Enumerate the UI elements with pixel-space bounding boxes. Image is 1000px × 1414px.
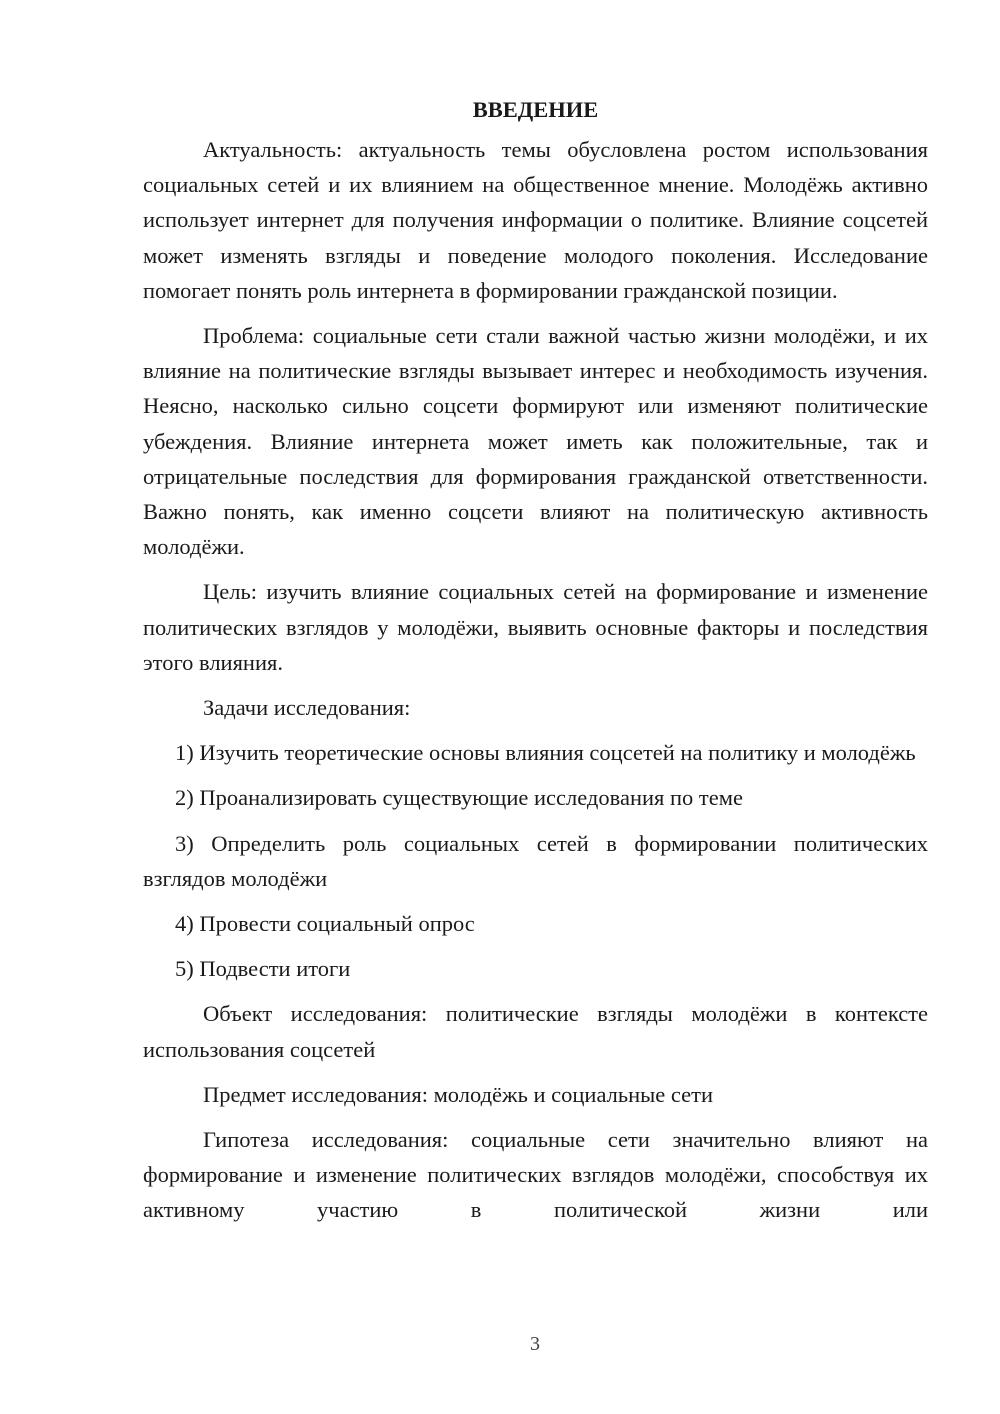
paragraph-hypothesis: Гипотеза исследования: социальные сети значительно влияют на формирование и изменение политических взглядов молодёжи, способствуя их активному участию в политической жизни или: [143, 1127, 928, 1223]
task-item-1: 1) Изучить теоретические основы влияния соцсетей на политику и молодёжь: [175, 740, 916, 766]
paragraph-problem: Проблема: социальные сети стали важной частью жизни молодёжи, и их влияние на политические взгляды вызывает интерес и необходимость изучения. Неясно, насколько сильно соцсети формируют или изменяют политические убеждения. Влияние интернета может иметь как положительные, так и отрицательные последствия для формирования гражданской ответственности. Важно понять, как именно соцсети влияют на политическую активность молодёжи.: [143, 323, 928, 560]
task-item-2: 2) Проанализировать существующие исследования по теме: [175, 785, 743, 811]
paragraph-tasks-heading: Задачи исследования:: [203, 695, 411, 721]
task-item-4: 4) Провести социальный опрос: [175, 911, 475, 937]
document-page: [143, 92, 928, 1238]
task-item-3: 3) Определить роль социальных сетей в формировании политических взглядов молодёжи: [143, 830, 928, 891]
paragraph-goal: Цель: изучить влияние социальных сетей на формирование и изменение политических взглядов у молодёжи, выявить основные факторы и последствия этого влияния.: [143, 579, 928, 675]
paragraph-object: Объект исследования: политические взгляды молодёжи в контексте использования соцсетей: [143, 1001, 928, 1062]
task-item-5: 5) Подвести итоги: [175, 956, 351, 982]
paragraph-relevance: Актуальность: актуальность темы обусловлена ростом использования социальных сетей и их влиянием на общественное мнение. Молодёжь активно использует интернет для получения информации о политике. Влияние соцсетей может изменять взгляды и поведение молодого поколения. Исследование помогает понять роль интернета в формировании гражданской позиции.: [143, 137, 928, 303]
section-title: ВВЕДЕНИЕ: [472, 97, 599, 122]
paragraph-subject: Предмет исследования: молодёжь и социальные сети: [203, 1081, 714, 1107]
page-number: 3: [530, 1333, 540, 1355]
